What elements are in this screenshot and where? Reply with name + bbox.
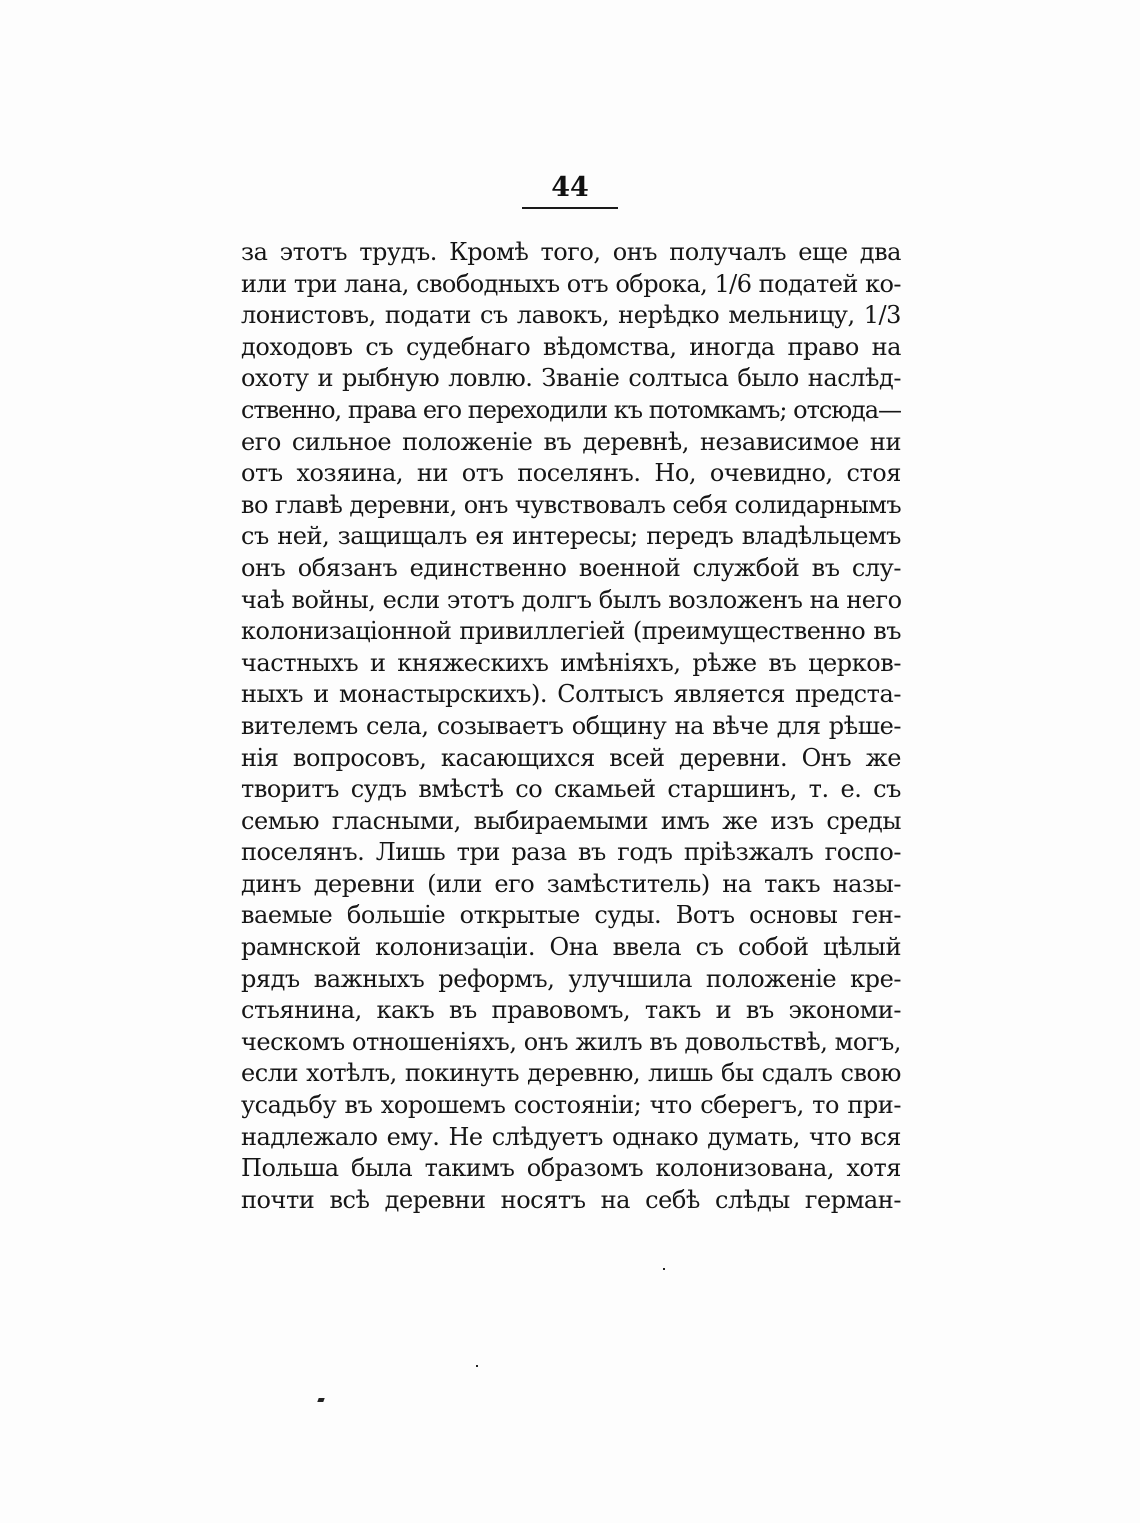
page-number: 44 [551, 172, 589, 203]
text-line: рамнской колонизаціи. Она ввела съ собой цѣлый [241, 933, 901, 962]
text-line: творитъ судъ вмѣстѣ со скамьей старшинъ, т. е. съ [241, 775, 901, 804]
text-line: рядъ важныхъ реформъ, улучшила положеніе кре- [241, 964, 901, 993]
text-line: ственно, права его переходили къ потомкамъ; отсюда— [241, 395, 901, 424]
text-line: ныхъ и монастырскихъ). Солтысъ является предста- [241, 680, 901, 709]
text-line: семью гласными, выбираемыми имъ же изъ среды [241, 806, 901, 835]
text-line: съ ней, защищалъ ея интересы; передъ владѣльцемъ [241, 522, 901, 551]
scan-speck [317, 1398, 324, 1402]
text-line: во главѣ деревни, онъ чувствовалъ себя солидарнымъ [241, 490, 902, 519]
text-line: его сильное положеніе въ деревнѣ, независимое ни [241, 427, 901, 456]
text-line: стьянина, какъ въ правовомъ, такъ и въ экономи- [241, 996, 901, 1025]
text-line: вителемъ села, созываетъ общину на вѣче для рѣше- [241, 711, 901, 740]
body-text [241, 237, 901, 1216]
scan-speck [663, 1268, 665, 1270]
text-line: чаѣ войны, если этотъ долгъ былъ возложенъ на него [241, 585, 902, 614]
text-line: если хотѣлъ, покинуть деревню, лишь бы сдалъ свою [241, 1059, 901, 1088]
text-line: колонизаціонной привиллегіей (преимущественно въ [241, 617, 901, 646]
text-line: за этотъ трудъ. Кромѣ того, онъ получалъ еще два [241, 238, 901, 266]
text-line: усадьбу въ хорошемъ состояніи; что сберегъ, то при- [241, 1091, 901, 1120]
text-line: охоту и рыбную ловлю. Званіе солтыса было наслѣд- [241, 364, 901, 393]
text-line: частныхъ и княжескихъ имѣніяхъ, рѣже въ церков- [241, 648, 901, 677]
text-line: Польша была такимъ образомъ колонизована, хотя [241, 1154, 901, 1183]
page-number-rule [522, 207, 618, 209]
text-line: ваемые большіе открытые суды. Вотъ основы ген- [241, 901, 901, 930]
text-line: доходовъ съ судебнаго вѣдомства, иногда право на [241, 332, 901, 361]
text-line: лонистовъ, подати съ лавокъ, нерѣдко мельницу, 1/3 [241, 301, 901, 330]
text-line: отъ хозяина, ни отъ поселянъ. Но, очевидно, стоя [241, 459, 901, 488]
text-line: надлежало ему. Не слѣдуетъ однако думать, что вся [241, 1122, 901, 1151]
text-line: онъ обязанъ единственно военной службой въ слу- [241, 553, 901, 582]
text-line: ческомъ отношеніяхъ, онъ жилъ въ довольствѣ, могъ, [241, 1027, 901, 1056]
scan-speck [476, 1365, 478, 1367]
text-line: динъ деревни (или его замѣститель) на такъ назы- [241, 869, 901, 898]
text-line: поселянъ. Лишь три раза въ годъ пріѣзжалъ госпо- [241, 838, 901, 867]
text-line: нія вопросовъ, касающихся всей деревни. Онъ же [241, 743, 901, 772]
text-line: или три лана, свободныхъ отъ оброка, 1/6 податей ко- [241, 269, 901, 298]
text-line: почти всѣ деревни носятъ на себѣ слѣды герман- [241, 1185, 901, 1214]
